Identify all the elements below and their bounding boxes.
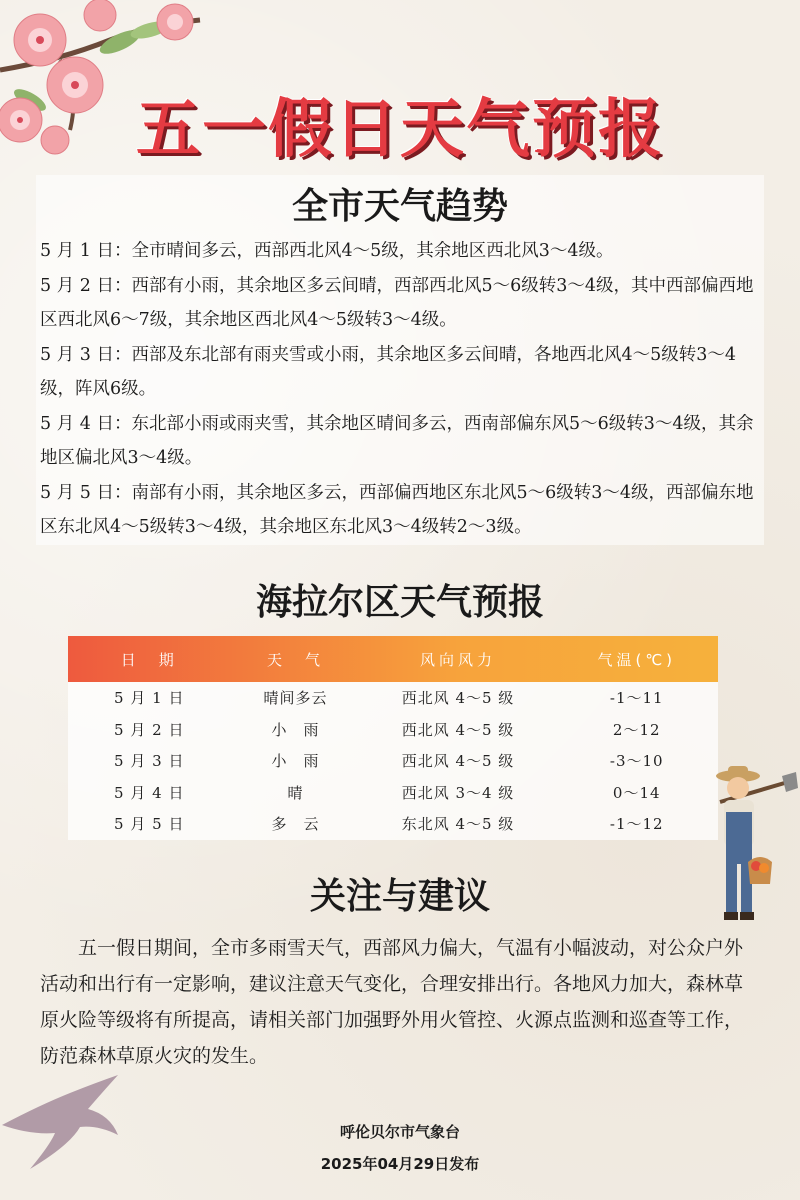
cell-weather: 晴间多云: [263, 689, 328, 708]
table-row: [68, 682, 718, 714]
advice-heading: 关注与建议: [309, 876, 490, 917]
table-row: [68, 714, 718, 746]
trend-list: [40, 234, 760, 545]
column-header-wind: 风向风力: [419, 650, 496, 669]
cell-weather: 多 云: [271, 815, 320, 834]
cell-temperature: -1～11: [609, 689, 664, 708]
page-title: 五一假日天气预报: [136, 93, 664, 167]
cell-wind: 西北风 4～5 级: [401, 752, 515, 771]
cell-weather: 晴: [287, 783, 304, 802]
cell-temperature: 2～12: [612, 720, 661, 739]
cell-wind: 西北风 4～5 级: [401, 720, 515, 739]
column-header-date: 日 期: [120, 650, 178, 669]
table-header-row: [68, 636, 718, 682]
advice-text: 五一假日期间，全市多雨雪天气，西部风力偏大，气温有小幅波动，对公众户外活动和出行有一定影响，建议注意天气变化，合理安排出行。各地风力加大，森林草原火险等级将有所提高，请相关部门加强野外用火管控、火源点监测和巡查等工作，防范森林草原火灾的发生。: [40, 937, 744, 1067]
cell-wind: 东北风 4～5 级: [401, 815, 515, 834]
trend-item: 5 月 1 日：全市晴间多云，西部西北风4～5级，其余地区西北风3～4级。: [40, 241, 614, 261]
cell-date: 5 月 1 日: [114, 689, 185, 708]
cell-weather: 小 雨: [271, 720, 320, 739]
cell-wind: 西北风 4～5 级: [401, 689, 515, 708]
forecast-table: [68, 636, 718, 840]
table-row: [68, 745, 718, 777]
cell-wind: 西北风 3～4 级: [401, 783, 515, 802]
cell-date: 5 月 2 日: [114, 720, 185, 739]
cell-date: 5 月 5 日: [114, 815, 185, 834]
cell-temperature: -1～12: [609, 815, 664, 834]
trend-item: 5 月 4 日：东北部小雨或雨夹雪，其余地区晴间多云，西南部偏东风5～6级转3～4级，其余地区偏北风3～4级。: [40, 413, 754, 468]
cell-temperature: -3～10: [609, 752, 664, 771]
forecast-heading: 海拉尔区天气预报: [255, 582, 544, 623]
trend-heading: 全市天气趋势: [291, 186, 508, 227]
column-header-temperature: 气温(℃): [597, 650, 677, 669]
publish-date: 2025年04月29日发布: [320, 1155, 480, 1173]
trend-item: 5 月 3 日：西部及东北部有雨夹雪或小雨，其余地区多云间晴，各地西北风4～5级转3～4级，阵风6级。: [40, 344, 736, 399]
trend-item: 5 月 2 日：西部有小雨，其余地区多云间晴，西部西北风5～6级转3～4级，其中西部偏西地区西北风6～7级，其余地区西北风4～5级转3～4级。: [40, 275, 754, 330]
cell-date: 5 月 4 日: [114, 783, 185, 802]
issuer: 呼伦贝尔市气象台: [339, 1123, 460, 1141]
table-row: [68, 777, 718, 809]
cell-weather: 小 雨: [271, 752, 320, 771]
column-header-weather: 天 气: [266, 650, 324, 669]
cell-temperature: 0～14: [612, 783, 661, 802]
table-row: [68, 808, 718, 840]
trend-item: 5 月 5 日：南部有小雨，其余地区多云，西部偏西地区东北风5～6级转3～4级，西部偏东地区东北风4～5级转3～4级，其余地区东北风3～4级转2～3级。: [40, 482, 754, 537]
cell-date: 5 月 3 日: [114, 752, 185, 771]
